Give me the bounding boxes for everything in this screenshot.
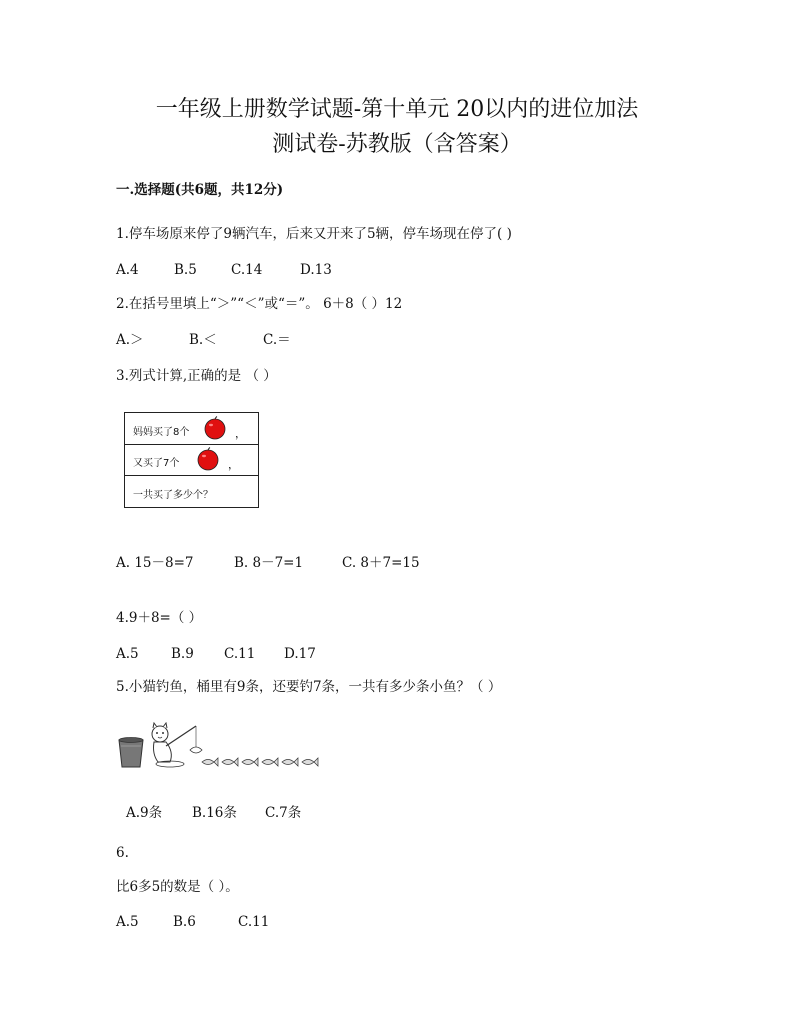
question-5-stem: 5.小猫钓鱼，桶里有9条，还要钓7条，一共有多少条小鱼？（ ） (116, 679, 502, 695)
option-b: B.6 (173, 914, 196, 930)
page-title-line2: 测试卷-苏教版（含答案） (272, 132, 522, 157)
option-c: C.11 (238, 914, 270, 930)
option-d: D.17 (284, 646, 316, 662)
option-c: C.14 (231, 262, 263, 278)
option-b: B.＜ (189, 332, 217, 348)
picture-row (125, 476, 258, 507)
question-6-stem: 比6多5的数是（ ）。 (116, 879, 239, 895)
picture-row (125, 413, 258, 445)
fish-icon (222, 758, 238, 766)
page-title-line1: 一年级上册数学试题-第十单元 20以内的进位加法 (155, 97, 639, 122)
picture-row-text: 妈妈买了8个 (133, 427, 190, 438)
option-a: A.＞ (116, 332, 144, 348)
picture-comma: ， (228, 458, 239, 471)
fish-icon (302, 758, 318, 766)
fish-icon (202, 758, 218, 766)
question-4-stem: 4.9＋8=（ ） (116, 610, 203, 626)
option-d: D.13 (300, 262, 332, 278)
picture-row-text: 又买了7个 (133, 458, 180, 469)
option-a: A.5 (116, 646, 139, 662)
option-b: B.5 (174, 262, 197, 278)
option-a: A.9条 (126, 805, 163, 821)
fish-icon (262, 758, 278, 766)
option-b: B.9 (171, 646, 194, 662)
picture-row-text: 一共买了多少个？ (133, 490, 213, 501)
picture-row (125, 444, 258, 476)
red-apple-icon (196, 447, 220, 471)
question-2-stem: 2.在括号里填上“＞”“＜”或“＝”。 6＋8（ ）12 (116, 296, 403, 312)
option-a: A.4 (116, 262, 139, 278)
picture-comma: ， (235, 427, 246, 440)
question-3-stem: 3.列式计算,正确的是 （ ） (116, 368, 277, 384)
option-b: B.16条 (192, 805, 237, 821)
fish-icon (282, 758, 298, 766)
question-6-number: 6. (116, 845, 129, 861)
fish-icon (242, 758, 258, 766)
fish-row (200, 756, 324, 768)
cat-fishing-icon (146, 722, 204, 768)
question-1-stem: 1.停车场原来停了9辆汽车，后来又开来了5辆，停车场现在停了( ) (116, 226, 512, 242)
red-apple-icon (203, 416, 227, 440)
option-a: A. 15－8=7 (116, 555, 194, 571)
option-a: A.5 (116, 914, 139, 930)
option-b: B. 8－7=1 (234, 555, 304, 571)
option-c: C.11 (224, 646, 256, 662)
apple-word-problem-picture (124, 412, 259, 508)
option-c: C. 8＋7=15 (342, 555, 420, 571)
section-heading: 一.选择题(共6题，共12分) (116, 182, 284, 198)
option-c: C.＝ (263, 332, 291, 348)
bucket-icon (117, 736, 145, 768)
option-c: C.7条 (265, 805, 302, 821)
